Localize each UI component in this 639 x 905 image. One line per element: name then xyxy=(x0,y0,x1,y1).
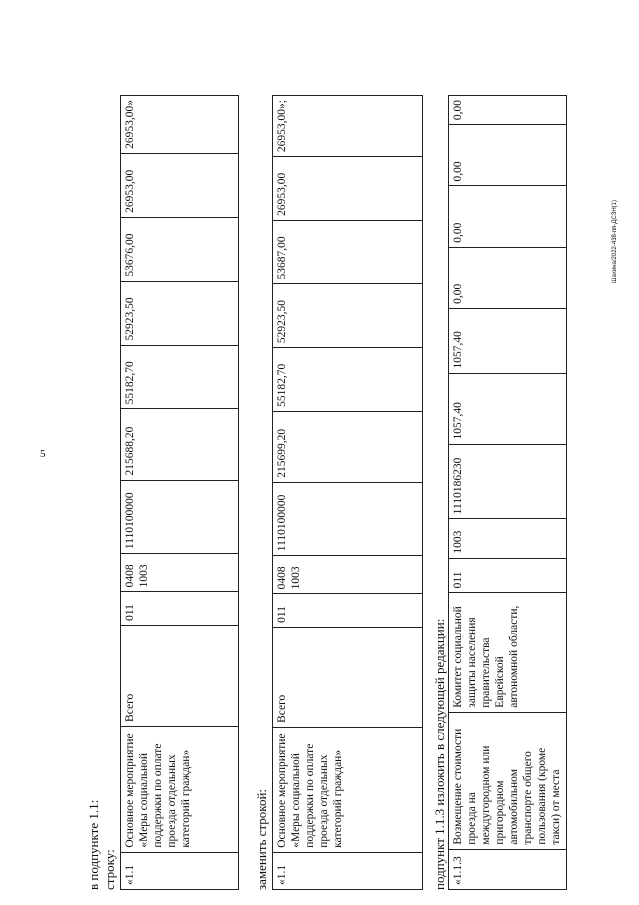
cell-rzpr: 1003 xyxy=(449,519,567,558)
cell-exec: Всего xyxy=(121,625,239,726)
intro-paragraph-2: строку: xyxy=(102,849,117,890)
cell-csr: 1110186230 xyxy=(449,444,567,519)
table-old-row xyxy=(120,95,239,890)
cell-value: 26953,00 xyxy=(273,157,423,221)
cell-grbs: 011 xyxy=(121,592,239,626)
cell-num: «1.1.3 xyxy=(449,849,567,889)
document-code: Шахина/2022-438-пп-ДСЗН(1) xyxy=(612,200,618,283)
cell-value: 55182,70 xyxy=(273,348,423,412)
cell-grbs: 011 xyxy=(449,558,567,593)
table-subpoint-1-1-3 xyxy=(448,95,567,890)
cell-value: 0,00 xyxy=(449,186,567,247)
cell-value: 26953,00»; xyxy=(273,96,423,157)
cell-name: Возмещение стоимости проезда на междугородном или пригородном автомобильном транспорте общего пользования (кроме такси) от места xyxy=(449,712,567,849)
cell-exec: Всего xyxy=(273,627,423,727)
cell-value: 53676,00 xyxy=(121,217,239,281)
cell-value: 1057,40 xyxy=(449,308,567,373)
cell-value: 55182,70 xyxy=(121,345,239,409)
cell-value: 52923,50 xyxy=(121,281,239,345)
page-number: 5 xyxy=(40,448,46,460)
cell-value: 215699,20 xyxy=(273,411,423,482)
cell-csr: 1110100000 xyxy=(273,482,423,555)
cell-name: Основное мероприятие «Меры социальной поддержки по оплате проезда отдельных категорий граждан» xyxy=(121,726,239,852)
cell-rzpr: 0408 1003 xyxy=(273,556,423,594)
intro-paragraph-4: подпункт 1.1.3 изложить в следующей редакции: xyxy=(432,618,447,890)
table-new-row xyxy=(272,95,423,890)
intro-paragraph-1: в подпункте 1.1: xyxy=(86,799,101,890)
cell-value: 52923,50 xyxy=(273,284,423,348)
cell-value: 215688,20 xyxy=(121,409,239,480)
cell-value: 0,00 xyxy=(449,125,567,186)
cell-name: Основное мероприятие «Меры социальной поддержки по оплате проезда отдельных категорий граждан» xyxy=(273,727,423,852)
cell-num: «1.1 xyxy=(121,852,239,889)
cell-value: 0,00 xyxy=(449,96,567,125)
cell-value: 1057,40 xyxy=(449,373,567,444)
intro-paragraph-3: заменить строкой: xyxy=(254,788,269,890)
cell-num: «1.1 xyxy=(273,852,423,889)
rotated-content xyxy=(86,30,562,890)
cell-value: 26953,00 xyxy=(121,153,239,217)
cell-csr: 1110100000 xyxy=(121,480,239,554)
cell-value: 26953,00» xyxy=(121,96,239,154)
cell-exec: Комитет социальной защиты населения правительства Еврейской автономной области, xyxy=(449,593,567,712)
cell-value: 0,00 xyxy=(449,247,567,308)
cell-value: 53687,00 xyxy=(273,220,423,284)
cell-grbs: 011 xyxy=(273,594,423,627)
cell-rzpr: 0408 1003 xyxy=(121,554,239,592)
